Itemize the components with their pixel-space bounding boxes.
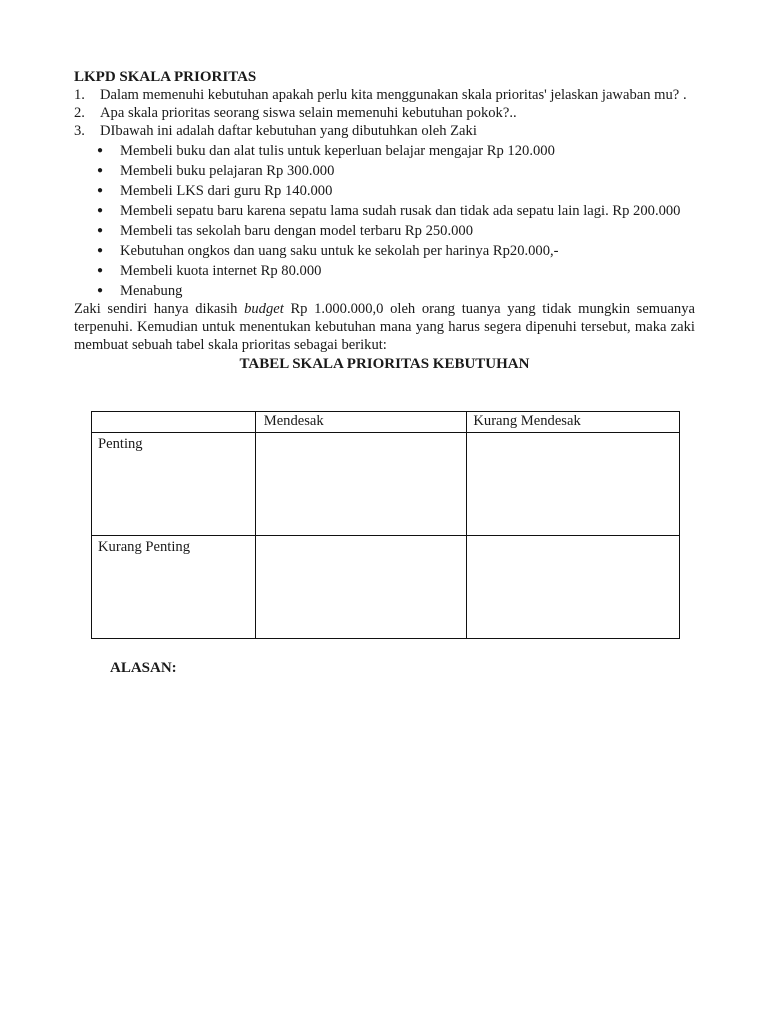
question-item bbox=[74, 86, 695, 104]
column-header-kurang-mendesak: Kurang Mendesak bbox=[467, 412, 680, 433]
bullet-icon: ● bbox=[96, 225, 103, 236]
question-text: Apa skala prioritas seorang siswa selain memenuhi kebutuhan pokok?.. bbox=[100, 105, 517, 121]
question-text: DIbawah ini adalah daftar kebutuhan yang dibutuhkan oleh Zaki bbox=[100, 123, 477, 139]
need-text: Kebutuhan ongkos dan uang saku untuk ke sekolah per harinya Rp20.000,- bbox=[120, 243, 559, 259]
bullet-icon: ● bbox=[96, 205, 103, 216]
worksheet-page bbox=[74, 68, 695, 376]
list-item bbox=[74, 282, 695, 300]
need-text: Membeli LKS dari guru Rp 140.000 bbox=[120, 183, 333, 199]
list-item bbox=[74, 262, 695, 280]
table-row bbox=[92, 433, 680, 536]
priority-table bbox=[91, 411, 680, 639]
table-cell-kurang-penting-kurang-mendesak[interactable] bbox=[467, 536, 680, 639]
column-header-mendesak: Mendesak bbox=[255, 412, 467, 433]
bullet-icon: ● bbox=[96, 245, 103, 256]
question-item bbox=[74, 122, 695, 140]
question-number: 2. bbox=[74, 105, 85, 121]
question-number: 3. bbox=[74, 123, 85, 139]
table-corner-cell bbox=[92, 412, 256, 433]
need-text: Membeli sepatu baru karena sepatu lama sudah rusak dan tidak ada sepatu lain lagi. Rp 200.000 bbox=[120, 203, 681, 219]
list-item bbox=[74, 182, 695, 200]
paragraph-text-end: Rp 1.000.000,0 oleh orang tuanya yang tidak mungkin semuanya terpenuhi. Kemudian untuk menentukan kebutuhan mana yang harus segera dipenuhi tersebut, maka zaki membuat sebuah tabel skala prioritas sebagai berikut: bbox=[74, 301, 696, 353]
paragraph-text-start: Zaki sendiri hanya dikasih bbox=[74, 301, 245, 317]
list-item bbox=[74, 222, 695, 240]
paragraph-italic-word: budget bbox=[244, 301, 284, 317]
question-text: Dalam memenuhi kebutuhan apakah perlu kita menggunakan skala prioritas' jelaskan jawaban mu? . bbox=[100, 87, 687, 103]
need-text: Membeli kuota internet Rp 80.000 bbox=[120, 263, 322, 279]
row-header-penting: Penting bbox=[92, 433, 256, 536]
need-text: Membeli buku pelajaran Rp 300.000 bbox=[120, 163, 335, 179]
bullet-icon: ● bbox=[96, 285, 103, 296]
needs-list bbox=[74, 142, 695, 300]
need-text: Menabung bbox=[120, 283, 183, 299]
question-item bbox=[74, 104, 695, 122]
alasan-label: ALASAN: bbox=[110, 660, 177, 676]
bullet-icon: ● bbox=[96, 145, 103, 156]
table-cell-kurang-penting-mendesak[interactable] bbox=[255, 536, 467, 639]
need-text: Membeli tas sekolah baru dengan model terbaru Rp 250.000 bbox=[120, 223, 474, 239]
list-item bbox=[74, 142, 695, 160]
need-text: Membeli buku dan alat tulis untuk keperluan belajar mengajar Rp 120.000 bbox=[120, 143, 555, 159]
list-item bbox=[74, 162, 695, 180]
table-title: TABEL SKALA PRIORITAS KEBUTUHAN bbox=[239, 356, 530, 372]
table-row bbox=[92, 536, 680, 639]
bullet-icon: ● bbox=[96, 165, 103, 176]
question-number: 1. bbox=[74, 87, 85, 103]
budget-paragraph bbox=[74, 300, 695, 354]
list-item bbox=[74, 242, 695, 260]
bullet-icon: ● bbox=[96, 265, 103, 276]
list-item bbox=[74, 202, 695, 220]
row-header-kurang-penting: Kurang Penting bbox=[92, 536, 256, 639]
question-list bbox=[74, 86, 695, 140]
table-header-row bbox=[92, 412, 680, 433]
table-cell-penting-kurang-mendesak[interactable] bbox=[467, 433, 680, 536]
table-cell-penting-mendesak[interactable] bbox=[255, 433, 467, 536]
bullet-icon: ● bbox=[96, 185, 103, 196]
worksheet-title: LKPD SKALA PRIORITAS bbox=[74, 69, 257, 85]
